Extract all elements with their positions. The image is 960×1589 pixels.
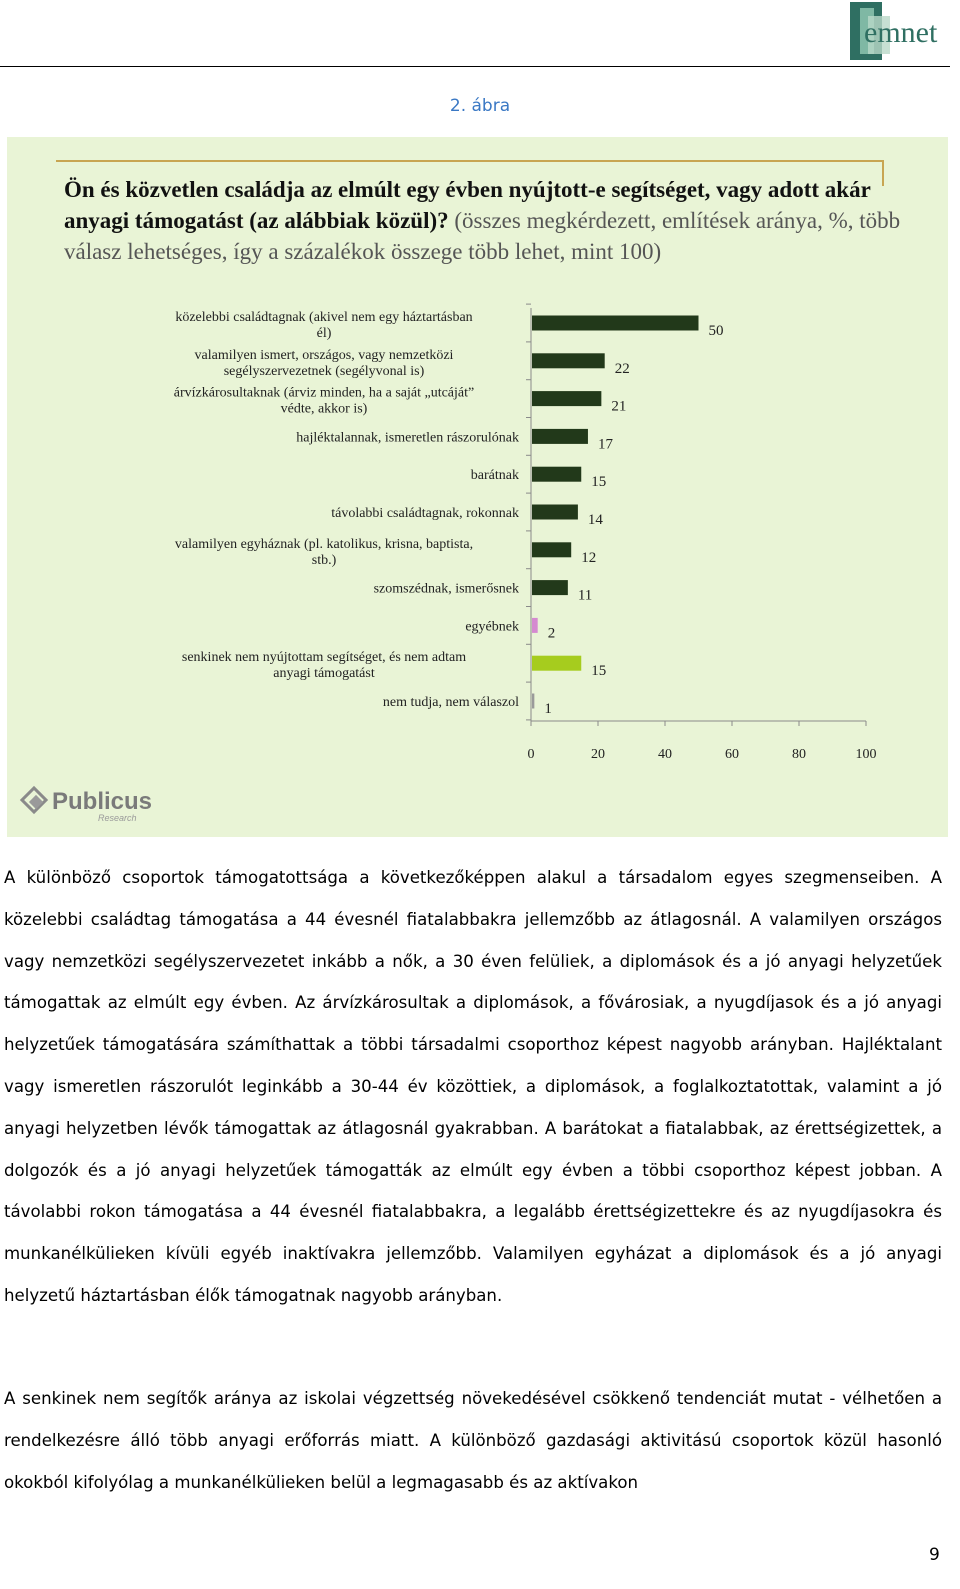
category-label-line: barátnak xyxy=(470,468,519,484)
category-label xyxy=(383,695,519,710)
x-tick-label: 20 xyxy=(591,747,605,762)
bar-value-label: 12 xyxy=(581,549,597,566)
bar-value-label: 1 xyxy=(544,701,552,717)
body-paragraph-1: A különböző csoportok támogatottsága a következőképpen alakul a társadalom egyes szegmenseiben. A közelebbi családtag támogatása a 44 évesnél fiatalabbakra jellemzőbb az átlagosnál. A valamilyen országos vagy nemzetközi segélyszervezetet inkább a nők, a 30 éven felüliek, a diplomások és a jó anyagi helyzetűek támogattak az elmúlt egy évben. Az árvízkárosultak a diplomások, a fővárosiak, a nyugdíjasok és a jó anyagi helyzetűek támogatására számíthattak a többi társadalmi csoporthoz képest nagyobb arányban. Hajléktalant vagy ismeretlen rászorulót leginkább a 30-44 év közöttiek, a diplomások, a foglalkoztatottak, valamint a jó anyagi helyzetben lévők támogattak az átlagosnál gyakrabban. A barátokat a fiatalabbak, az érettségizettek, a dolgozók és a jó anyagi helyzetűek támogatták az elmúlt egy évben a többi csoporthoz képest jobban. A távolabbi rokon támogatása a 44 évesnél fiatalabbakra, a legalább érettségizettekre és az nyugdíjasokra és munkanélkülieken kívüli egyéb inaktívakra jellemzőbb. Valamilyen egyházat a diplomások és a jó anyagi helyzetű háztartásban élők támogatnak nagyobb arányban. xyxy=(4,868,942,1305)
bar xyxy=(532,580,568,595)
category-label-line: senkinek nem nyújtottam segítséget, és nem adtam xyxy=(181,650,467,666)
bar-value-label: 11 xyxy=(577,587,593,604)
category-label-line: valamilyen egyháznak (pl. katolikus, krisna, baptista, xyxy=(174,536,474,552)
x-tick-label: 100 xyxy=(855,747,877,762)
category-label xyxy=(195,348,454,379)
bar xyxy=(532,694,534,709)
bar-value-label: 15 xyxy=(591,474,607,491)
logo-wordmark: emnet xyxy=(864,16,938,49)
category-label xyxy=(296,430,519,445)
category-label xyxy=(175,537,473,568)
category-label-line: távolabbi családtagnak, rokonnak xyxy=(331,506,519,521)
bar xyxy=(532,316,699,331)
x-tick-label: 60 xyxy=(725,747,739,762)
bar xyxy=(532,429,588,444)
bar-value-label: 21 xyxy=(611,398,627,415)
category-label xyxy=(465,619,519,634)
category-label-line: védte, akkor is) xyxy=(280,401,368,417)
bar-value-label: 2 xyxy=(547,625,556,642)
category-label-line: közelebbi családtagnak (akivel nem egy háztartásban xyxy=(175,310,473,325)
category-label-line: árvízkárosultaknak (árviz minden, ha a saját „utcáját” xyxy=(173,385,475,401)
bar-value-label: 17 xyxy=(597,436,613,453)
x-tick-label: 80 xyxy=(792,747,806,762)
bar xyxy=(532,618,538,633)
bar xyxy=(532,656,581,671)
category-label xyxy=(471,468,519,483)
bar-value-label: 50 xyxy=(708,323,724,339)
publicus-logo xyxy=(22,784,162,824)
question-note: (összes megkérdezett, említések aránya, %, több válasz lehetséges, így a százalékok összege több lehet, mint 100) xyxy=(64,208,901,264)
bar xyxy=(532,353,605,368)
figure-label: 2. ábra xyxy=(449,96,511,116)
category-label-line: segélyszervezetnek (segélyvonal is) xyxy=(223,363,425,379)
bar-value-label: 22 xyxy=(614,360,630,377)
x-tick-label: 0 xyxy=(527,747,535,762)
category-label-line: nem tudja, nem válaszol xyxy=(382,695,519,710)
x-tick-label: 40 xyxy=(658,747,672,762)
bar xyxy=(532,542,571,557)
body-paragraph-2: A senkinek nem segítők aránya az iskolai végzettség növekedésével csökkenő tendenciát mutat - vélhetően a rendelkezésre álló több anyagi erőforrás miatt. A különböző gazdasági aktivitású csoportok közül hasonló okokból kifolyólag a munkanélkülieken belül a legmagasabb és az aktívakon xyxy=(4,1389,942,1492)
category-label-line: él) xyxy=(316,326,332,341)
category-label-line: valamilyen ismert, országos, vagy nemzetközi xyxy=(194,347,454,363)
bar xyxy=(532,391,601,406)
page-number: 9 xyxy=(929,1545,940,1565)
header-rule xyxy=(0,66,950,67)
category-label xyxy=(175,310,472,341)
chart-question xyxy=(64,174,904,267)
category-label-line: egyébnek xyxy=(465,619,519,635)
category-label xyxy=(331,506,519,521)
category-label-line: stb.) xyxy=(311,552,337,568)
emnet-logo xyxy=(850,2,950,62)
panel-top-rule xyxy=(56,160,884,162)
publicus-name: Publicus xyxy=(52,788,153,815)
question-text: Ön és közvetlen családja az elmúlt egy évben nyújtott-e segítséget, vagy adott akár anyagi támogatást (az alábbiak közül)? xyxy=(64,177,871,233)
bar xyxy=(532,467,581,482)
bar xyxy=(532,505,578,520)
category-label xyxy=(374,582,519,597)
bar-value-label: 14 xyxy=(587,512,603,528)
category-label-line: anyagi támogatást xyxy=(273,666,375,682)
category-label-line: hajléktalannak, ismeretlen rászorulónak xyxy=(296,430,519,446)
category-label xyxy=(182,650,466,681)
bar-value-label: 15 xyxy=(591,663,607,680)
category-label xyxy=(174,386,474,417)
bar-chart xyxy=(0,290,960,770)
category-label-line: szomszédnak, ismerősnek xyxy=(373,581,519,597)
publicus-sub: Research xyxy=(98,813,137,823)
